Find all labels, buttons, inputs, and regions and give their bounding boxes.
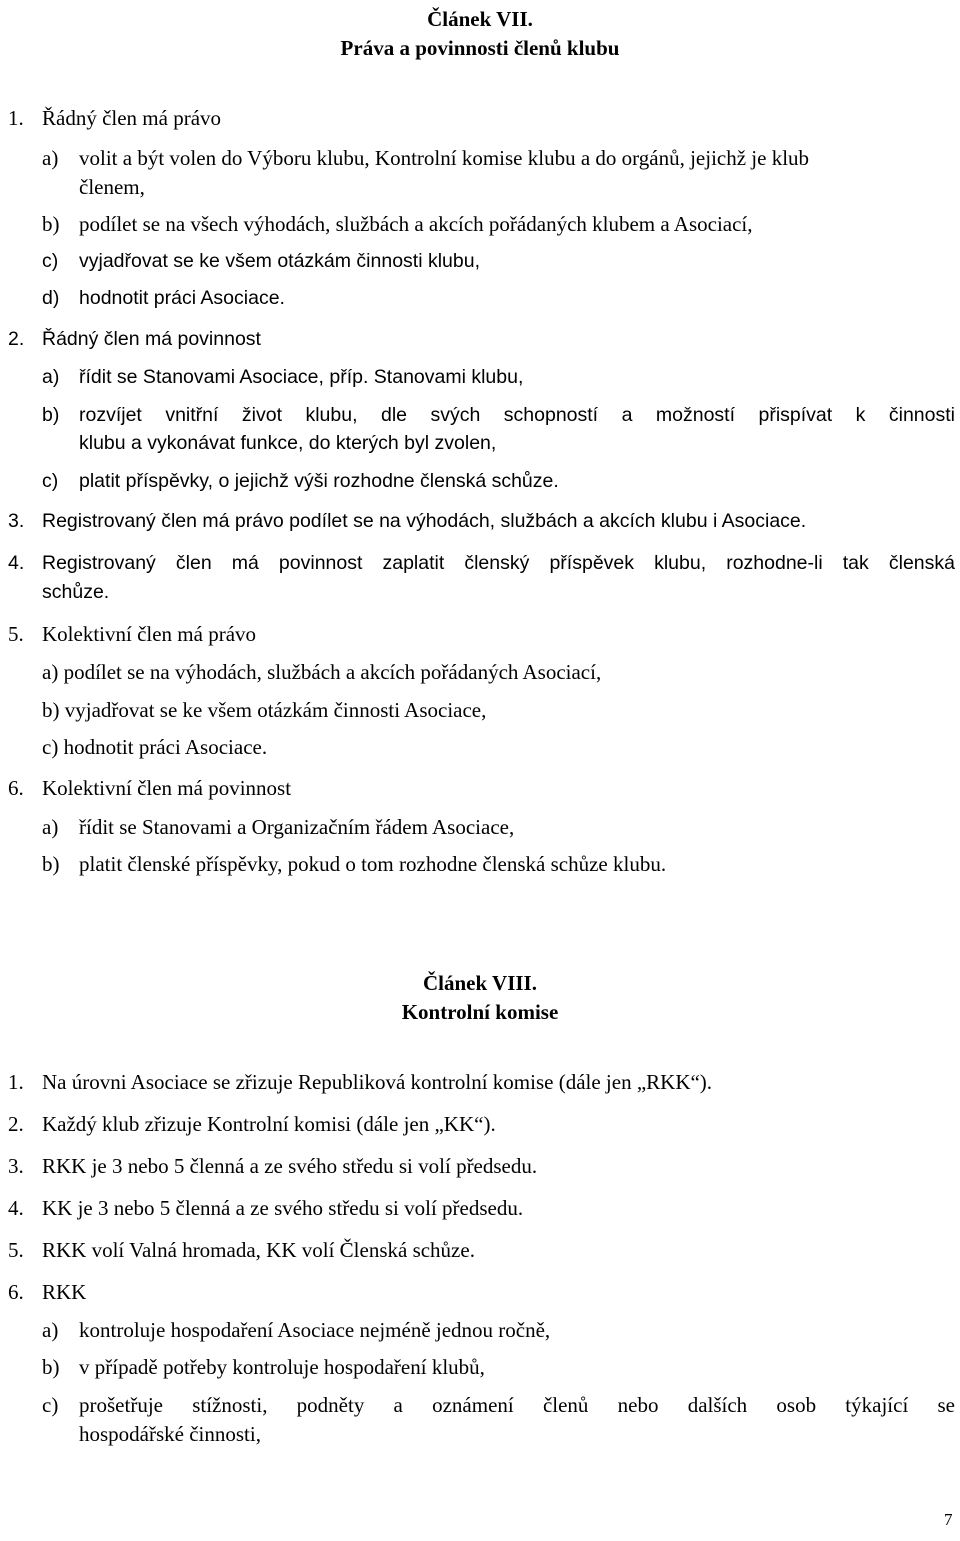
- item-8-5-number: 5.: [8, 1238, 24, 1262]
- item-7-6-b-text: platit členské příspěvky, pokud o tom rozhodne členská schůze klubu.: [79, 852, 667, 876]
- item-7-5-text: Kolektivní člen má právo: [42, 622, 257, 646]
- item-8-4-text: KK je 3 nebo 5 členná a ze svého středu si volí předsedu.: [42, 1196, 524, 1220]
- item-8-6-c-line1: prošetřuje stížnosti, podněty a oznámení členů nebo dalších osob týkající se: [79, 1393, 955, 1417]
- item-7-5-number: 5.: [8, 622, 24, 646]
- item-8-4-number: 4.: [8, 1196, 24, 1220]
- item-7-1-a-line1: volit a být volen do Výboru klubu, Kontrolní komise klubu a do orgánů, jejichž je klub: [79, 146, 810, 170]
- item-7-5-b-text: b) vyjadřovat se ke všem otázkám činnosti Asociace,: [42, 698, 487, 722]
- item-7-1-c-label: c): [42, 250, 59, 272]
- item-7-2-number: 2.: [8, 328, 25, 350]
- item-7-1-d-text: hodnotit práci Asociace.: [79, 287, 285, 309]
- item-7-1-b-label: b): [42, 212, 60, 236]
- item-8-6-a-text: kontroluje hospodaření Asociace nejméně jednou ročně,: [79, 1318, 551, 1342]
- item-7-4-number: 4.: [8, 552, 25, 574]
- item-7-2-c-label: c): [42, 470, 59, 492]
- item-8-6-number: 6.: [8, 1280, 24, 1304]
- item-8-1-number: 1.: [8, 1070, 24, 1094]
- item-7-1-text: Řádný člen má právo: [42, 106, 222, 130]
- item-7-6-b-label: b): [42, 852, 60, 876]
- item-7-6-a-text: řídit se Stanovami a Organizačním řádem Asociace,: [79, 815, 515, 839]
- item-8-2-number: 2.: [8, 1112, 24, 1136]
- item-7-2-b-line1: rozvíjet vnitřní život klubu, dle svých schopností a možností přispívat k činnosti: [79, 404, 955, 426]
- item-7-2-a-text: řídit se Stanovami Asociace, příp. Stanovami klubu,: [79, 366, 524, 388]
- item-8-6-b-label: b): [42, 1355, 60, 1379]
- item-7-4-line1: Registrovaný člen má povinnost zaplatit členský příspěvek klubu, rozhodne-li tak členská: [42, 552, 955, 574]
- item-8-6-text: RKK: [42, 1280, 87, 1304]
- item-8-6-c-label: c): [42, 1393, 59, 1417]
- article-8-heading: Článek VIII.: [423, 971, 537, 995]
- item-7-1-d-label: d): [42, 287, 60, 309]
- article-7-heading: Článek VII.: [427, 7, 533, 31]
- item-7-4-line2: schůze.: [42, 581, 110, 603]
- page-number: 7: [944, 1510, 953, 1529]
- item-7-2-text: Řádný člen má povinnost: [42, 328, 261, 350]
- item-7-6-a-label: a): [42, 815, 59, 839]
- item-7-2-b-line2: klubu a vykonávat funkce, do kterých byl zvolen,: [79, 432, 497, 454]
- item-7-1-number: 1.: [8, 106, 24, 130]
- item-8-6-b-text: v případě potřeby kontroluje hospodaření klubů,: [79, 1355, 485, 1379]
- item-7-3-number: 3.: [8, 510, 25, 532]
- item-8-6-a-label: a): [42, 1318, 59, 1342]
- article-8-title: Kontrolní komise: [401, 1000, 559, 1024]
- item-7-5-c-text: c) hodnotit práci Asociace.: [42, 735, 268, 759]
- item-8-6-c-line2: hospodářské činnosti,: [79, 1422, 261, 1446]
- item-7-1-c-text: vyjadřovat se ke všem otázkám činnosti klubu,: [79, 250, 481, 272]
- item-8-3-text: RKK je 3 nebo 5 členná a ze svého středu si volí předsedu.: [42, 1154, 538, 1178]
- item-7-2-a-label: a): [42, 366, 60, 388]
- item-7-2-b-label: b): [42, 404, 60, 426]
- item-7-6-number: 6.: [8, 776, 24, 800]
- item-8-2-text: Každý klub zřizuje Kontrolní komisi (dále jen „KK“).: [42, 1112, 496, 1136]
- article-7-title: Práva a povinnosti členů klubu: [340, 36, 620, 60]
- item-8-3-number: 3.: [8, 1154, 24, 1178]
- item-7-6-text: Kolektivní člen má povinnost: [42, 776, 292, 800]
- item-7-3-text: Registrovaný člen má právo podílet se na výhodách, službách a akcích klubu i Asociace.: [42, 510, 807, 532]
- item-8-5-text: RKK volí Valná hromada, KK volí Členská schůze.: [42, 1238, 475, 1262]
- item-7-1-a-label: a): [42, 146, 59, 170]
- item-7-1-a-line2: členem,: [79, 175, 145, 199]
- item-7-1-b-text: podílet se na všech výhodách, službách a akcích pořádaných klubem a Asociací,: [79, 212, 753, 236]
- item-7-5-a-text: a) podílet se na výhodách, službách a akcích pořádaných Asociací,: [42, 660, 602, 684]
- item-7-2-c-text: platit příspěvky, o jejichž výši rozhodne členská schůze.: [79, 470, 559, 492]
- item-8-1-text: Na úrovni Asociace se zřizuje Republiková kontrolní komise (dále jen „RKK“).: [42, 1070, 713, 1094]
